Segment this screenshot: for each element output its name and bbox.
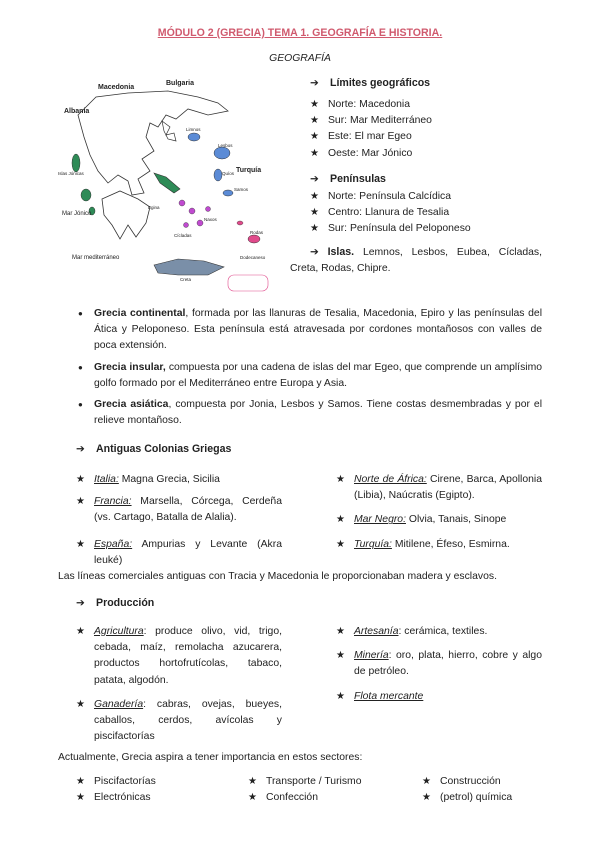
peninsulas-header: ➔ Penínsulas [310,173,386,185]
island-crete [154,259,224,275]
list-item: ★ Oeste: Mar Jónico [310,146,550,162]
list-item: ★ Piscifactorías [76,774,236,790]
map-label-samos: Samos [234,187,249,192]
island-dodecanese [237,221,243,225]
map-label-dodecanese: Dodecaneso [240,255,266,260]
list-item: ★ Este: El mar Egeo [310,129,550,145]
arrow-icon: ➔ [310,78,319,89]
map-label-macedonia: Macedonia [98,84,135,91]
mainland-shape [78,91,228,195]
island-samos [223,190,233,196]
map-label-lesbos: Lesbos [218,143,233,148]
limits-header: ➔ Límites geográficos [310,77,431,89]
sectors-col1 [76,774,236,806]
list-item: ★ Sur: Mar Mediterráneo [310,113,550,129]
colonies-header: ➔ Antiguas Colonias Griegas [76,443,232,455]
list-item: ★ Centro: Llanura de Tesalia [310,205,550,221]
islands-label: Islas. [327,246,355,258]
list-item: ★ Turquía: Mitilene, Éfeso, Esmirna. [336,537,542,553]
list-item: ★ (petrol) química [422,790,562,806]
list-item: ★ España: Ampurias y Levante (Akra leuké) [76,537,282,569]
map-label-turkey: Turquía [236,167,262,174]
map-label-aegina: Egina [148,205,160,210]
arrow-icon: ➔ [76,444,85,455]
greece-map [58,75,280,299]
sectors-intro: Actualmente, Grecia aspira a tener importancia en estos sectores: [58,752,363,763]
section-subtitle: GEOGRAFÍA [269,53,331,64]
list-item: ★ Norte de África: Cirene, Barca, Apollonia (Libia), Naúcratis (Egipto). [336,472,542,504]
peninsulas-list [310,189,550,238]
production-header: ➔ Producción [76,597,155,609]
map-label-chios: Quíos [222,171,235,176]
map-label-crete: Creta [180,277,192,282]
list-item: ● Grecia asiática, compuesta por Jonia, Lesbos y Samos. Tiene costas desmembradas y por el relieve montañoso. [76,397,542,429]
map-label-limnos: Limnos [186,127,201,132]
map-label-albania: Albania [64,108,90,115]
island-cyclades [206,207,211,212]
list-item: ★ Ganadería: cabras, ovejas, bueyes, caballos, cerdos, avícolas y piscifactorías [76,697,282,746]
islands-paragraph [290,244,542,277]
list-item: ★ Minería: oro, plata, hierro, cobre y algo de petróleo. [336,648,542,680]
map-label-ionian-sea: Mar Jónico [62,211,92,217]
list-item: ★ Flota mercante [336,689,542,705]
arrow-icon: ➔ [76,598,85,609]
map-label-bulgaria: Bulgaria [166,80,195,87]
list-item: ● Grecia continental, formada por las llanuras de Tesalia, Macedonia, Epiro y las penínsulas del Ática y Peloponeso. Esta península está atravesada por cordones montañosos con valles de poca extensión. [76,306,542,355]
island-cyclades [179,200,185,206]
island-cyclades [189,208,195,214]
map-label-naxos: Naxos [204,217,217,222]
euboea-shape [154,173,180,193]
map-label-rhodes: Rodas [250,230,264,235]
list-item: ● Grecia insular, compuesta por una cadena de islas del mar Egeo, que comprende un amplísimo golfo formado por el Mediterráneo entre Europa y Asia. [76,360,542,392]
chalkidiki-shape [162,121,176,141]
island-corfu [72,154,80,172]
list-item: ★ Norte: Macedonia [310,97,550,113]
list-item: ★ Electrónicas [76,790,236,806]
peloponnese-shape [102,191,150,239]
map-legend-box [228,275,268,291]
list-item: ★ Francia: Marsella, Córcega, Cerdeña (vs. Cartago, Batalla de Alalia). [76,494,282,526]
colonies-left-list [76,472,282,569]
colonies-note: Las líneas comerciales antiguas con Tracia y Macedonia le proporcionaban madera y esclavos. [58,571,497,582]
production-right-list [336,624,542,705]
map-label-cyclades: Cícladas [174,233,192,238]
island-cyclades [184,223,189,228]
island-chios [214,169,222,181]
production-left-list [76,624,282,745]
colonies-right-list [336,472,542,553]
island-limnos [188,133,200,141]
regions-list [76,306,542,429]
sectors-col2 [248,774,408,806]
list-item: ★ Artesanía: cerámica, textiles. [336,624,542,640]
list-item: ★ Sur: Península del Peloponeso [310,221,550,237]
list-item: ★ Confección [248,790,408,806]
island-rhodes [248,235,260,243]
page-title: MÓDULO 2 (GRECIA) TEMA 1. GEOGRAFÍA E HISTORIA. [157,27,443,39]
sectors-col3 [422,774,562,806]
list-item: ★ Mar Negro: Olvia, Tanais, Sinope [336,512,542,528]
list-item: ★ Transporte / Turismo [248,774,408,790]
list-item: ★ Construcción [422,774,562,790]
island-lesbos [214,147,230,159]
island-cyclades [197,220,203,226]
arrow-icon: ➔ [310,174,319,185]
map-label-mediterranean: Mar mediterráneo [72,255,120,261]
island-kefalonia [81,189,91,201]
list-item: ★ Italia: Magna Grecia, Sicilia [76,472,282,488]
map-label-ionian-islands: Islas Jónicas [58,171,84,176]
list-item: ★ Norte: Península Calcídica [310,189,550,205]
islands-text: Lemnos, Lesbos, Eubea, Cícladas, Creta, Rodas, Chipre. [290,247,543,275]
limits-list [310,97,550,162]
arrow-icon: ➔ [310,247,319,258]
list-item: ★ Agricultura: produce olivo, vid, trigo, cebada, maíz, remolacha azucarera, productos hortofrutícolas, tabaco, patata, algodón. [76,624,282,689]
